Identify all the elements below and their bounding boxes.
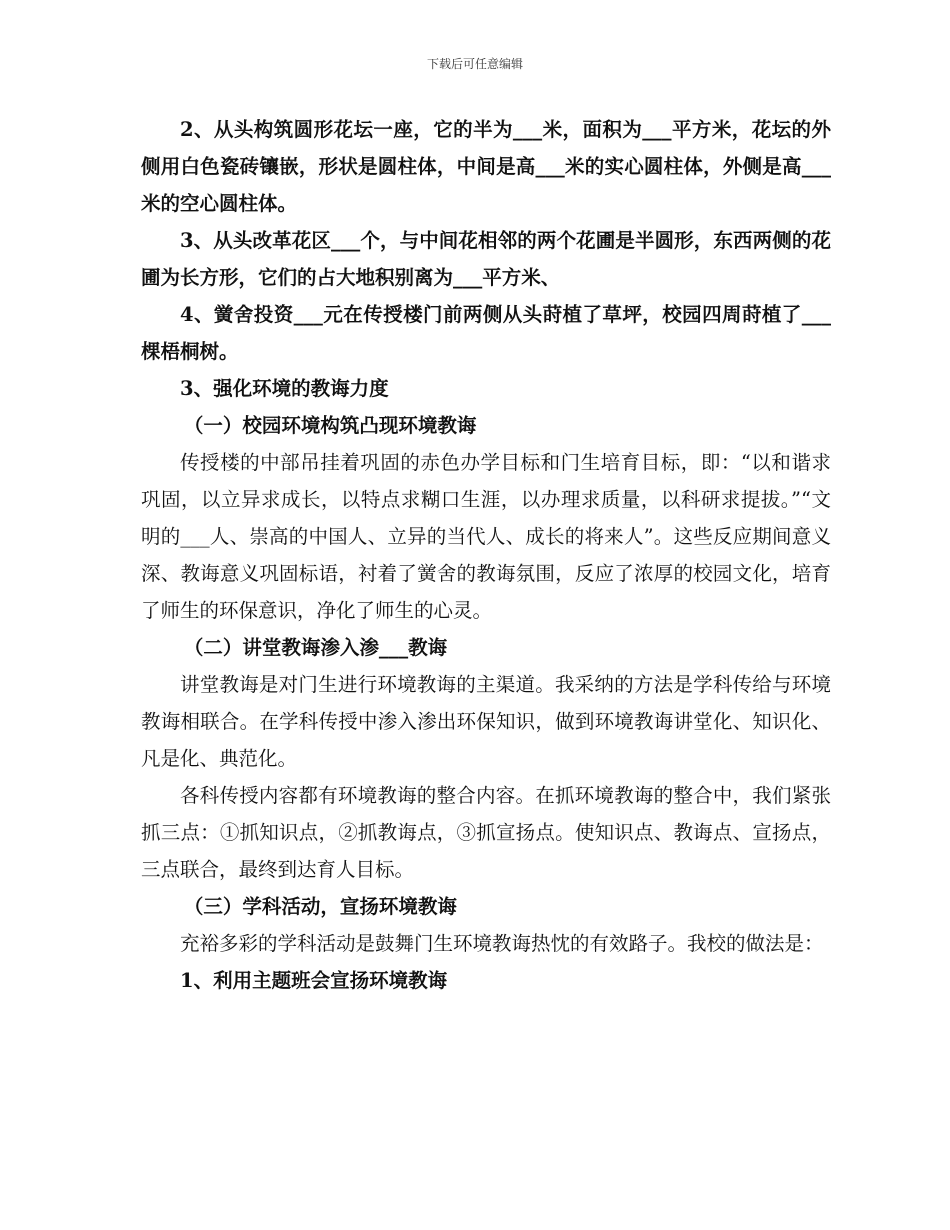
paragraph-classroom-education: 讲堂教诲是对门生进行环境教诲的主渠道。我采纳的方法是学科传给与环境教诲相联合。在学科传授中渗入渗出环保知识，做到环境教诲讲堂化、知识化、凡是化、典范化。	[141, 673, 831, 770]
paragraph-flower-area: 3、从头改革花区___个，与中间花相邻的两个花圃是半圆形，东西两侧的花圃为长方形，它们的占大地积别离为___平方米、	[141, 229, 831, 289]
document-body	[141, 111, 831, 999]
paragraph-investment: 4、黉舍投资___元在传授楼门前两侧从头莳植了草坪，校园四周莳植了___棵梧桐树。	[141, 303, 831, 363]
section-heading-3: 3、强化环境的教诲力度	[180, 377, 389, 400]
paragraph-flower-bed: 2、从头构筑圆形花坛一座，它的半为___米，面积为___平方米，花坛的外侧用白色瓷砖镶嵌，形状是圆柱体，中间是高___米的实心圆柱体，外侧是高___米的空心圆柱体。	[141, 118, 831, 215]
paragraph-campus-slogans: 传授楼的中部吊挂着巩固的赤色办学目标和门生培育目标，即：“以和谐求巩固，以立异求成长，以特点求糊口生涯，以办理求质量，以科研求提拔。”“文明的___人、崇高的中国人、立异的当代人、成长的将来人”。这些反应期间意义深、教诲意义巩固标语，衬着了黉舍的教诲氛围，反应了浓厚的校园文化，培育了师生的环保意识，净化了师生的心灵。	[141, 451, 831, 622]
subheading-2: （二）讲堂教诲渗入渗___教诲	[183, 636, 448, 659]
paragraph-integration: 各科传授内容都有环境教诲的整合内容。在抓环境教诲的整合中，我们紧张抓三点：①抓知识点，②抓教诲点，③抓宣扬点。使知识点、教诲点、宣扬点，三点联合，最终到达育人目标。	[141, 784, 831, 881]
paragraph-class-meeting: 1、利用主题班会宣扬环境教诲	[180, 969, 448, 992]
page-header: 下载后可任意编辑	[426, 57, 523, 71]
subheading-3: （三）学科活动，宣扬环境教诲	[183, 895, 457, 918]
paragraph-activities: 充裕多彩的学科活动是鼓舞门生环境教诲热忱的有效路子。我校的做法是：	[180, 932, 824, 955]
subheading-1: （一）校园环境构筑凸现环境教诲	[183, 414, 477, 437]
